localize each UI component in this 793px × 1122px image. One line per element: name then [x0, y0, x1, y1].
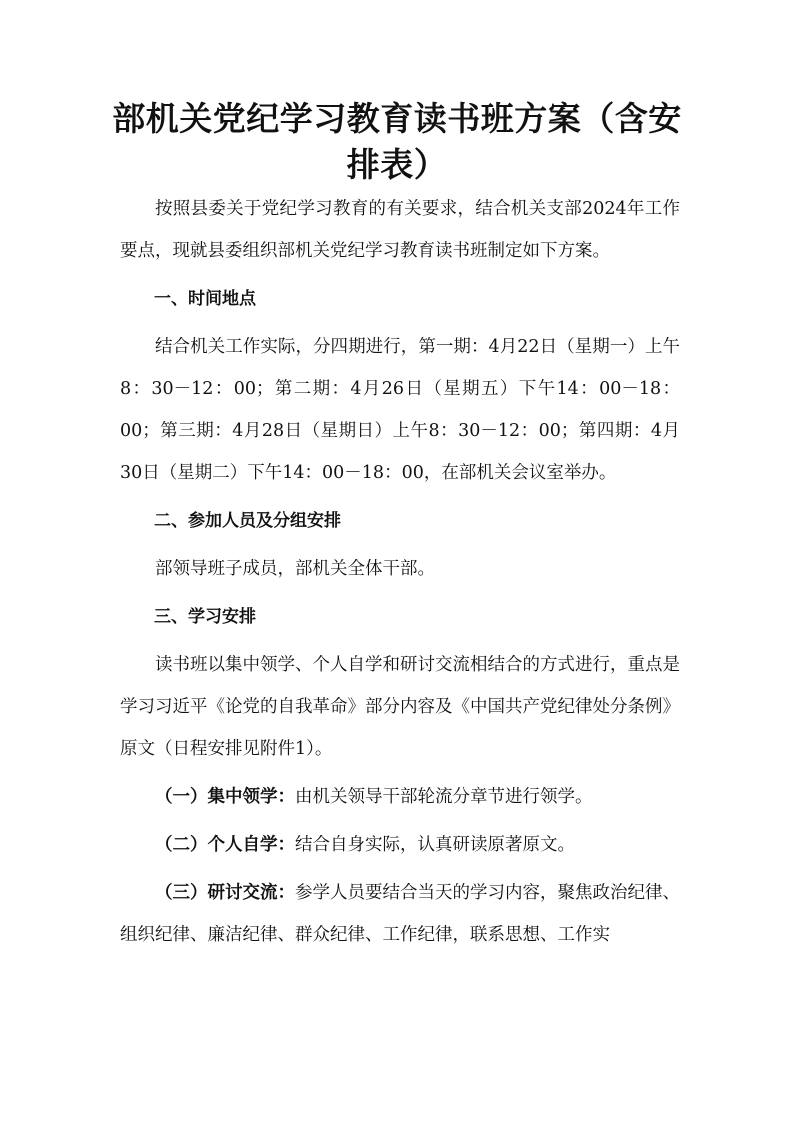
intro-paragraph: 按照县委关于党纪学习教育的有关要求，结合机关支部2024年工作要点，现就县委组织部机关党纪学习教育读书班制定如下方案。: [120, 199, 680, 261]
study-item-text: 参学人员要结合当天的学习内容，聚焦政治纪律、组织纪律、廉洁纪律、群众纪律、工作纪律，联系思想、工作实: [120, 883, 680, 945]
study-item-lead: （三）研讨交流：: [155, 883, 295, 903]
study-item-discussion: [120, 872, 680, 956]
study-item-lead: （一）集中领学：: [155, 787, 295, 807]
section-heading-participants: 二、参加人员及分组安排: [154, 511, 341, 531]
study-item-lead: （二）个人自学：: [155, 835, 295, 855]
study-item-text: 结合自身实际，认真研读原著原文。: [295, 835, 575, 855]
time-place-paragraph: 结合机关工作实际，分四期进行，第一期：4月22日（星期一）上午8：30－12：00；第二期：4月26日（星期五）下午14：00－18：00；第三期：4月28日（星期日）上午8：30－12：00；第四期：4月30日（星期二）下午14：00－18：00，在部机关会议室举办。: [120, 337, 680, 483]
study-item-text: 由机关领导干部轮流分章节进行领学。: [295, 787, 593, 807]
study-item-self: [120, 824, 680, 866]
section-heading-time-place: 一、时间地点: [154, 289, 256, 309]
document-title: 部机关党纪学习教育读书班方案（含安排表）: [112, 99, 682, 184]
section-heading-study: 三、学习安排: [154, 607, 256, 627]
study-paragraph: 读书班以集中领学、个人自学和研讨交流相结合的方式进行，重点是学习习近平《论党的自我革命》部分内容及《中国共产党纪律处分条例》原文（日程安排见附件1）。: [120, 655, 680, 759]
study-item-collective: [120, 776, 680, 818]
participants-paragraph: 部领导班子成员，部机关全体干部。: [155, 559, 435, 579]
document-body: [120, 188, 680, 956]
